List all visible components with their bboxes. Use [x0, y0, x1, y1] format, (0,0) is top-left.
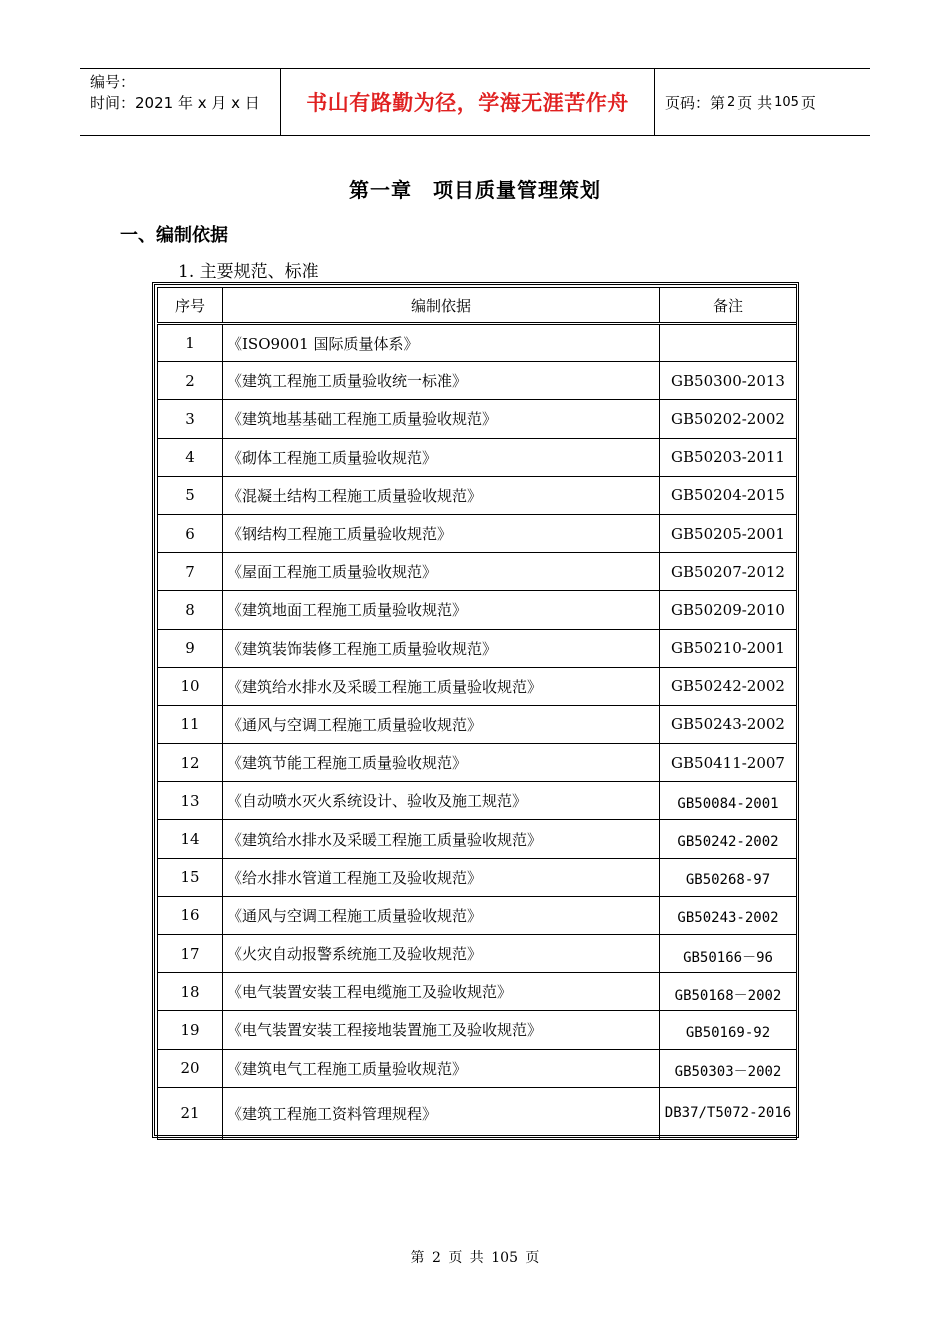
row-number: 9 — [158, 629, 223, 667]
table-row — [158, 629, 797, 667]
table-row — [158, 591, 797, 629]
row-standard-code: GB50242-2002 — [660, 820, 797, 858]
row-number: 14 — [158, 820, 223, 858]
header-page-number: 2 — [727, 94, 736, 110]
header-no: 序号 — [158, 288, 223, 324]
row-number: 3 — [158, 400, 223, 438]
table-row — [158, 667, 797, 705]
standards-table-frame — [152, 282, 799, 1138]
header-remark: 备注 — [660, 288, 797, 324]
header-page-info — [655, 69, 870, 135]
section-title: 一、编制依据 — [120, 225, 228, 246]
row-number: 18 — [158, 973, 223, 1011]
row-number: 6 — [158, 514, 223, 552]
table-row — [158, 324, 797, 362]
row-standard-code: GB50243-2002 — [660, 896, 797, 934]
row-basis-name: 《建筑地面工程施工质量验收规范》 — [223, 591, 660, 629]
header-meta — [80, 69, 281, 135]
row-standard-code: GB50203-2011 — [660, 438, 797, 476]
row-basis-name: 《火灾自动报警系统施工及验收规范》 — [223, 935, 660, 973]
row-number: 15 — [158, 858, 223, 896]
row-basis-name: 《电气装置安装工程电缆施工及验收规范》 — [223, 973, 660, 1011]
row-basis-name: 《建筑给水排水及采暖工程施工质量验收规范》 — [223, 820, 660, 858]
row-basis-name: 《通风与空调工程施工质量验收规范》 — [223, 705, 660, 743]
standards-table — [157, 287, 797, 1140]
row-basis-name: 《自动喷水灭火系统设计、验收及施工规范》 — [223, 782, 660, 820]
row-number: 13 — [158, 782, 223, 820]
row-basis-name: 《通风与空调工程施工质量验收规范》 — [223, 896, 660, 934]
row-standard-code: GB50243-2002 — [660, 705, 797, 743]
table-header-row — [158, 288, 797, 324]
header-page-total: 105 — [774, 94, 799, 110]
row-number: 10 — [158, 667, 223, 705]
row-standard-code: GB50084-2001 — [660, 782, 797, 820]
row-standard-code: DB37/T5072-2016 — [660, 1087, 797, 1139]
table-row — [158, 782, 797, 820]
table-row — [158, 744, 797, 782]
row-standard-code: GB50207-2012 — [660, 553, 797, 591]
row-standard-code: GB50166－96 — [660, 935, 797, 973]
subsection-title: 1. 主要规范、标准 — [178, 262, 319, 282]
header-page-suffix: 页 — [800, 93, 816, 112]
row-standard-code: GB50300-2013 — [660, 362, 797, 400]
row-standard-code: GB50205-2001 — [660, 514, 797, 552]
row-standard-code: GB50169-92 — [660, 1011, 797, 1049]
table-row — [158, 476, 797, 514]
row-number: 4 — [158, 438, 223, 476]
row-number: 19 — [158, 1011, 223, 1049]
table-row — [158, 935, 797, 973]
page-footer: 第 2 页 共 105 页 — [410, 1250, 540, 1266]
table-row — [158, 553, 797, 591]
page-header — [80, 68, 870, 136]
row-standard-code — [660, 324, 797, 362]
row-basis-name: 《ISO9001 国际质量体系》 — [223, 324, 660, 362]
header-page-mid: 页 共 — [737, 93, 773, 112]
row-basis-name: 《建筑工程施工资料管理规程》 — [223, 1087, 660, 1139]
header-id-label: 编号： — [90, 73, 136, 91]
row-basis-name: 《建筑节能工程施工质量验收规范》 — [223, 744, 660, 782]
row-basis-name: 《钢结构工程施工质量验收规范》 — [223, 514, 660, 552]
row-number: 16 — [158, 896, 223, 934]
row-standard-code: GB50210-2001 — [660, 629, 797, 667]
row-number: 21 — [158, 1087, 223, 1139]
header-motto: 书山有路勤为径，学海无涯苦作舟 — [281, 69, 655, 135]
row-basis-name: 《混凝土结构工程施工质量验收规范》 — [223, 476, 660, 514]
row-basis-name: 《电气装置安装工程接地装置施工及验收规范》 — [223, 1011, 660, 1049]
row-basis-name: 《屋面工程施工质量验收规范》 — [223, 553, 660, 591]
table-row — [158, 514, 797, 552]
row-basis-name: 《建筑电气工程施工质量验收规范》 — [223, 1049, 660, 1087]
chapter-title: 第一章 项目质量管理策划 — [349, 178, 601, 202]
row-standard-code: GB50209-2010 — [660, 591, 797, 629]
row-standard-code: GB50268-97 — [660, 858, 797, 896]
header-page-prefix: 页码：第 — [665, 93, 726, 112]
row-standard-code: GB50168－2002 — [660, 973, 797, 1011]
row-number: 20 — [158, 1049, 223, 1087]
table-row — [158, 438, 797, 476]
row-standard-code: GB50204-2015 — [660, 476, 797, 514]
row-number: 1 — [158, 324, 223, 362]
table-row — [158, 705, 797, 743]
row-standard-code: GB50411-2007 — [660, 744, 797, 782]
row-number: 17 — [158, 935, 223, 973]
header-date: 时间：2021 年 x 月 x 日 — [90, 94, 260, 112]
row-number: 7 — [158, 553, 223, 591]
row-basis-name: 《建筑装饰装修工程施工质量验收规范》 — [223, 629, 660, 667]
row-standard-code: GB50202-2002 — [660, 400, 797, 438]
row-standard-code: GB50242-2002 — [660, 667, 797, 705]
row-basis-name: 《建筑工程施工质量验收统一标准》 — [223, 362, 660, 400]
table-row — [158, 362, 797, 400]
row-number: 11 — [158, 705, 223, 743]
table-row — [158, 973, 797, 1011]
table-row — [158, 400, 797, 438]
table-row — [158, 1049, 797, 1087]
table-row — [158, 858, 797, 896]
table-row — [158, 1087, 797, 1139]
row-number: 12 — [158, 744, 223, 782]
row-number: 2 — [158, 362, 223, 400]
row-basis-name: 《给水排水管道工程施工及验收规范》 — [223, 858, 660, 896]
row-number: 8 — [158, 591, 223, 629]
row-number: 5 — [158, 476, 223, 514]
table-row — [158, 1011, 797, 1049]
row-standard-code: GB50303－2002 — [660, 1049, 797, 1087]
row-basis-name: 《建筑地基基础工程施工质量验收规范》 — [223, 400, 660, 438]
table-row — [158, 896, 797, 934]
header-basis: 编制依据 — [223, 288, 660, 324]
table-row — [158, 820, 797, 858]
row-basis-name: 《建筑给水排水及采暖工程施工质量验收规范》 — [223, 667, 660, 705]
row-basis-name: 《砌体工程施工质量验收规范》 — [223, 438, 660, 476]
